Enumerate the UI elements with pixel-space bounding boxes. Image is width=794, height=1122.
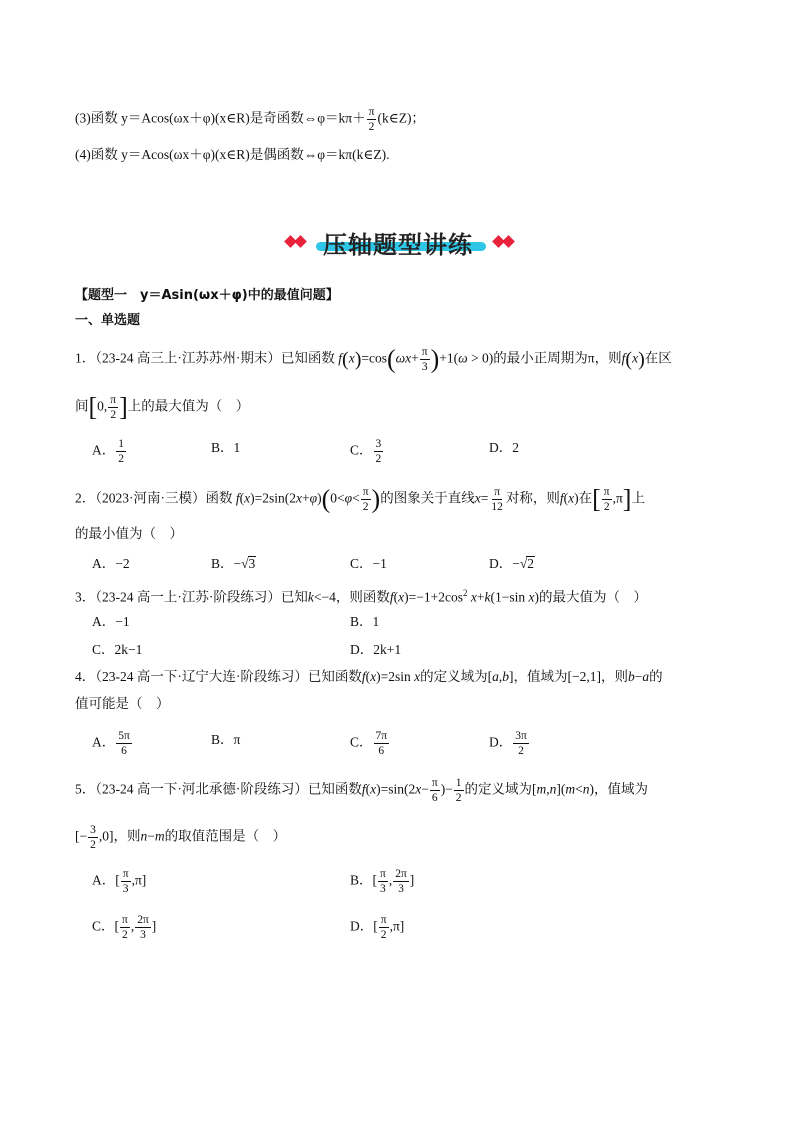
intro-line-3: (3)函数 y＝Acos(ωx＋φ)(x∈R)是奇函数⇔φ＝kπ＋ $\frac{\pi}{2}$ (k∈Z)； bbox=[75, 106, 425, 133]
question-stem: 1．（23-24 高三上·江苏苏州·期末）已知函数 f(x)=cos(ωx+ $\frac{\pi}{3}$ )+1(ω > 0)的最小正周期为π，则f(x)在区 bbox=[75, 344, 672, 374]
question-stem: 5．（23-24 高一下·河北承德·阶段练习）已知函数f(x)=sin(2x− $\frac{\pi}{6}$ )− $\frac{1}{2}$ 的定义域为[m,n](m<n)，值域为 bbox=[75, 777, 649, 804]
option-a[interactable]: A．−2 bbox=[92, 556, 130, 571]
question-stem: 4．（23-24 高一下·辽宁大连·阶段练习）已知函数f(x)=2sin x的定义域为[a,b]，值域为[−2,1]，则b−a的 bbox=[75, 669, 663, 684]
diamond-decor-icon bbox=[502, 235, 515, 248]
option-c[interactable]: C．2k−1 bbox=[92, 642, 143, 657]
diamond-decor-icon bbox=[294, 235, 307, 248]
option-a[interactable]: A． $\frac{5\pi}{6}$ bbox=[92, 730, 130, 757]
option-b[interactable]: B．[ $\frac{\pi}{3}$ , $\frac{2\pi}{3}$ ] bbox=[350, 868, 415, 895]
option-d[interactable]: D．[ $\frac{\pi}{2}$ ,π] bbox=[350, 914, 405, 941]
option-b[interactable]: B．−√3 bbox=[211, 556, 256, 571]
fraction: $\frac{\pi}{2}$ bbox=[368, 106, 375, 133]
section-subtitle: 一、单选题 bbox=[75, 313, 141, 328]
question-stem-line-2: 值可能是（ ） bbox=[75, 696, 170, 711]
option-b[interactable]: B．1 bbox=[350, 614, 380, 629]
option-d[interactable]: D．−√2 bbox=[489, 556, 535, 571]
option-d[interactable]: D．2k+1 bbox=[350, 642, 402, 657]
option-b[interactable]: B．1 bbox=[211, 440, 241, 455]
question-type-label: 【题型一 y＝Asin(ωx＋φ)中的最值问题】 bbox=[75, 288, 339, 303]
intro-line-4: (4)函数 y＝Acos(ωx＋φ)(x∈R)是偶函数⇔φ＝kπ(k∈Z). bbox=[75, 147, 390, 162]
option-b[interactable]: B．π bbox=[211, 732, 241, 747]
option-c[interactable]: C． $\frac{7\pi}{6}$ bbox=[350, 730, 388, 757]
question-stem-line-2: 间[0, $\frac{\pi}{2}$ ]上的最大值为（ ） bbox=[75, 392, 250, 422]
option-c[interactable]: C． $\frac{3}{2}$ bbox=[350, 438, 382, 465]
option-d[interactable]: D． $\frac{3\pi}{2}$ bbox=[489, 730, 527, 757]
option-c[interactable]: C．−1 bbox=[350, 556, 387, 571]
option-d[interactable]: D．2 bbox=[489, 440, 519, 455]
option-a[interactable]: A．[ $\frac{\pi}{3}$ ,π] bbox=[92, 868, 147, 895]
question-stem: 2．（2023·河南·三模）函数 f(x)=2sin(2x+φ)(0<φ< $\frac{\pi}{2}$ )的图象关于直线x= $\frac{\pi}{12}$ 对称，则f(x)在[ $\frac{\pi}{2}$ ,π]上 bbox=[75, 484, 645, 514]
option-a[interactable]: A．−1 bbox=[92, 614, 130, 629]
question-stem-line-2: [− $\frac{3}{2}$ ,0]，则n−m的取值范围是（ ） bbox=[75, 824, 287, 851]
banner-title: 压轴题型讲练 bbox=[323, 231, 473, 259]
option-c[interactable]: C．[ $\frac{\pi}{2}$ , $\frac{2\pi}{3}$ ] bbox=[92, 914, 157, 941]
question-stem-line-2: 的最小值为（ ） bbox=[75, 526, 183, 541]
option-a[interactable]: A． $\frac{1}{2}$ bbox=[92, 438, 124, 465]
question-stem: 3．（23-24 高一上·江苏·阶段练习）已知k<−4，则函数$f(x)=-1+2\cos^2$ x+k(1−sin x)的最大值为（ ） bbox=[75, 588, 647, 605]
